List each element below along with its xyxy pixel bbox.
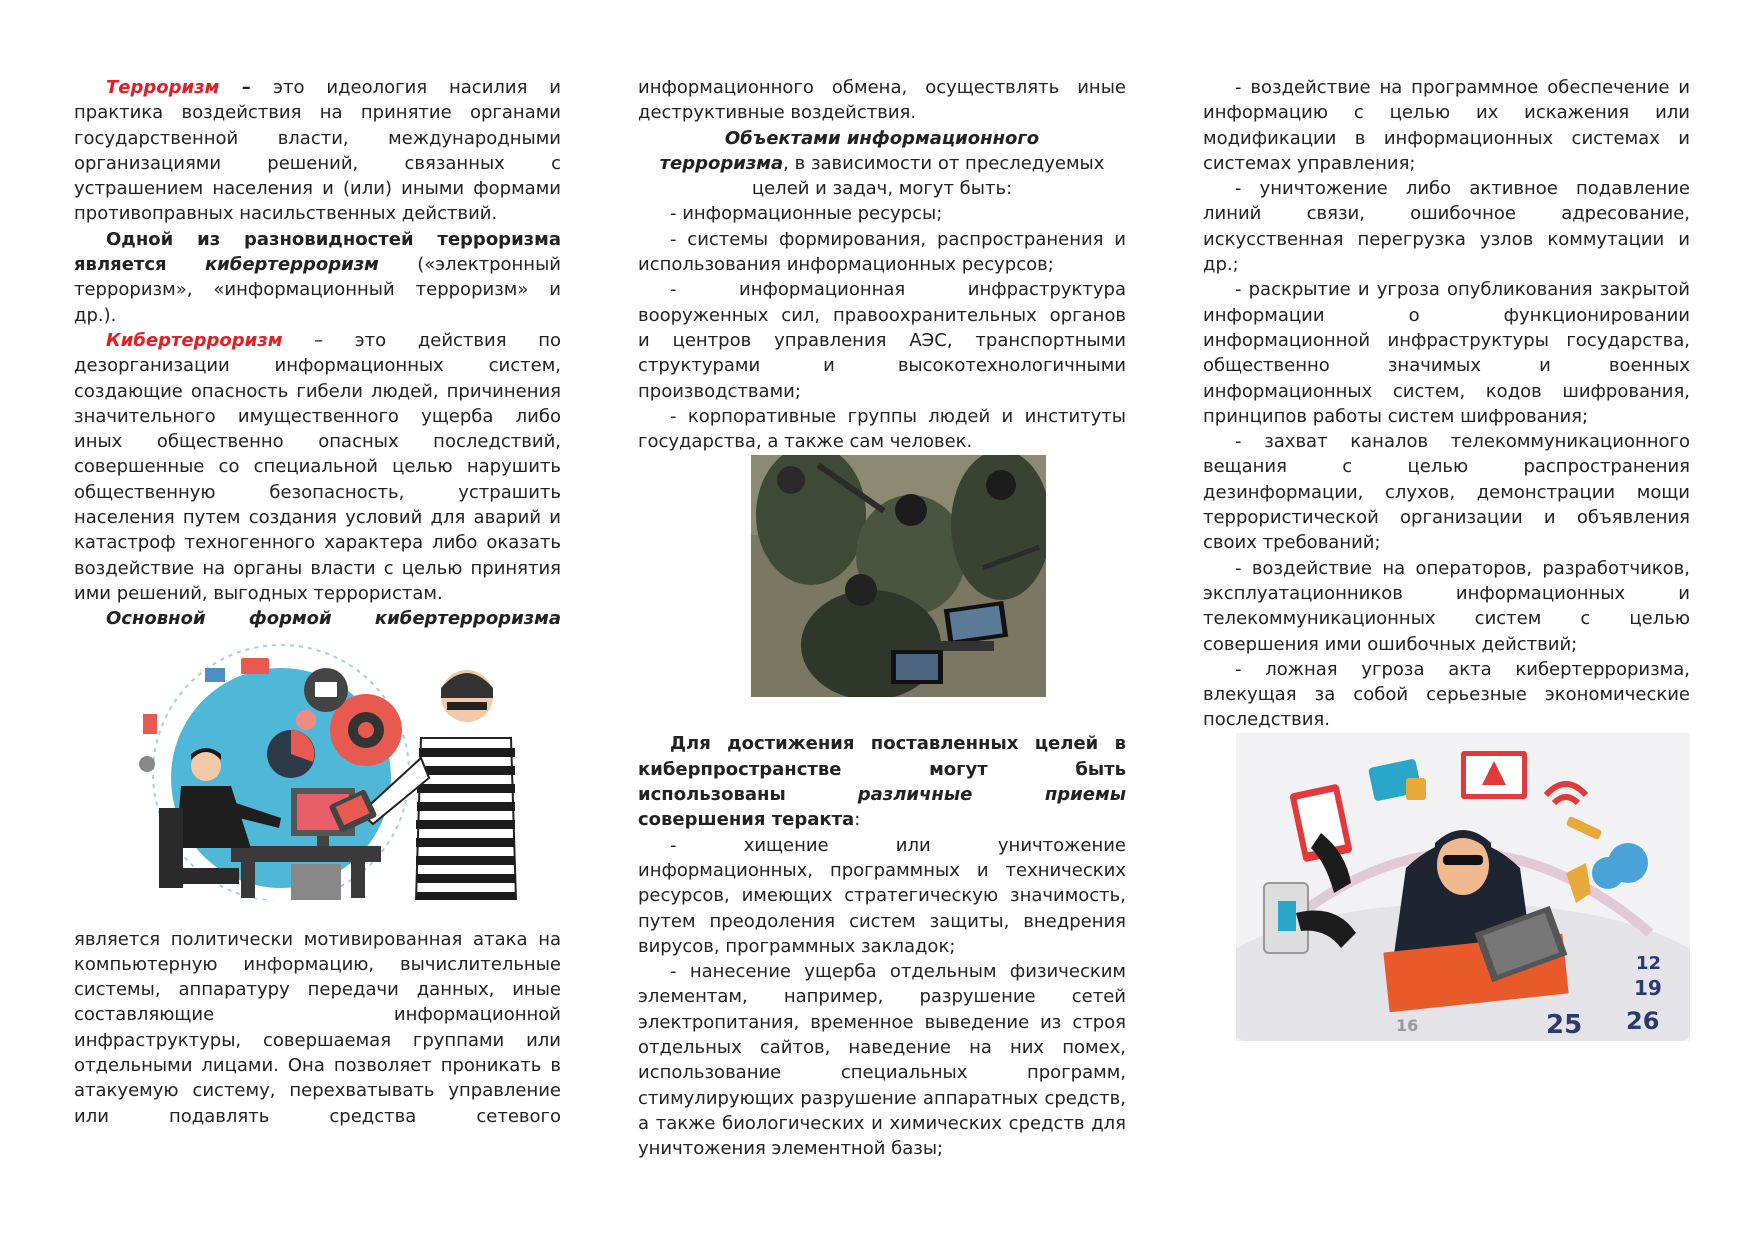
text-line: своих требований;: [1203, 532, 1381, 554]
hacker-illustration: [1236, 733, 1690, 1041]
text-line: практика воздействия на принятие органами: [74, 102, 561, 124]
calendar-number: 25: [1546, 1010, 1583, 1040]
text-bold: совершения теракта: [638, 809, 855, 831]
text-line: стимулирующих разрушение аппаратных средств,: [638, 1087, 1126, 1109]
person-head: [845, 574, 877, 606]
lock-icon: [1406, 778, 1426, 800]
objects-heading-line: [638, 151, 1126, 176]
list-item: - нанесение ущерба отдельным физическим: [670, 961, 1126, 983]
methods-heading: [638, 807, 1126, 832]
calendar-number: 19: [1634, 976, 1662, 1000]
text-line: системы, аппаратуру передачи данных, иные: [74, 979, 561, 1001]
text-line: или подавлять средства сетевого: [74, 1105, 561, 1127]
text-line: электропитания, временное выведение из строя: [638, 1011, 1126, 1033]
calendar-number: 16: [1396, 1016, 1419, 1035]
text-line: это идеология насилия и: [273, 77, 561, 98]
text-line: принципов работы систем шифрования;: [1203, 405, 1589, 427]
text-line: дезорганизации информационных систем,: [74, 355, 561, 377]
text-line: атакуемую систему, перехватывать управление: [74, 1080, 561, 1102]
list-item: - воздействие на программное обеспечение и: [1235, 77, 1690, 98]
text: – это действия по: [314, 329, 561, 351]
text-line: использование специальных программ,: [638, 1062, 1126, 1084]
text-line: целей и задач, могут быть:: [751, 178, 1013, 200]
list-item: - воздействие на операторов, разработчиков,: [1235, 557, 1690, 579]
text-line: путем преодоления систем защиты, внедрения: [638, 910, 1126, 932]
dash: –: [219, 77, 274, 98]
text-line: дезинформации, слухов, демонстрации мощи: [1203, 481, 1690, 503]
methods-heading: Для достижения поставленных целей в: [670, 733, 1126, 755]
text-line: государственной власти, международными: [74, 127, 561, 149]
list-item: - хищение или уничтожение: [670, 834, 1126, 856]
text-bold: использованы: [638, 784, 786, 806]
list-item: - информационные ресурсы;: [670, 203, 943, 225]
cyber-heading-line: [74, 252, 561, 277]
text-line: создающие опасность гибели людей, причинения: [74, 380, 561, 402]
text-line: катастроф техногенного характера либо оказать: [74, 532, 561, 554]
text-line: устрашением населения и (или) иными формами: [74, 178, 561, 200]
term-terrorism: терроризма: [659, 152, 784, 174]
text: («электронный: [417, 254, 561, 276]
text-line: линий связи, ошибочное адресование,: [1203, 203, 1690, 225]
sunglasses-icon: [447, 702, 487, 710]
text-line: вещания с целью распространения: [1203, 456, 1690, 478]
paragraph-cyberterrorism: [74, 328, 561, 353]
text-line: деструктивные воздействия.: [638, 102, 917, 124]
text-line: влекущая за собой серьезные экономические: [1203, 684, 1690, 706]
text-line: системах управления;: [1203, 152, 1416, 174]
text-line: ресурсов, имеющих стратегическую значимость,: [638, 885, 1126, 907]
text-line: терроризм», «информационный терроризм» и: [74, 279, 561, 301]
text-line: иных общественно опасных последствий,: [74, 431, 561, 453]
text-line: др.).: [74, 304, 117, 326]
text: , в зависимости от преследуемых: [783, 152, 1105, 174]
text-line: производствами;: [638, 380, 801, 402]
sunglasses-icon: [1443, 855, 1483, 865]
text-line: информационной инфраструктуры государства,: [1203, 329, 1690, 351]
list-item: - раскрытие и угроза опубликования закрытой: [1235, 279, 1690, 301]
text-line: др.;: [1203, 254, 1239, 276]
text-line: является политически мотивированная атака на: [74, 928, 561, 950]
text-line: совершенные со специальной целью нарушить: [74, 456, 561, 478]
text-line: последствия.: [1203, 709, 1330, 731]
paragraph-terrorism-intro: [74, 75, 561, 100]
text-line: населения путем создания условий для аварий и: [74, 507, 561, 529]
cyber-heading-line: Одной из разновидностей терроризма: [106, 228, 561, 250]
methods-heading: киберпространстве могут быть: [638, 758, 1126, 780]
text-line: а также биологических и химических средств для: [638, 1112, 1126, 1134]
text-line: общественно значимых и военных: [1203, 355, 1690, 377]
text-line: террористической организации и объявления: [1203, 507, 1690, 529]
text-line: ими решений, выгодных террористам.: [74, 582, 443, 604]
list-item: - системы формирования, распространения и: [670, 228, 1126, 250]
cyber-thief-illustration: [111, 638, 563, 900]
term-cyberterrorism: Кибертерроризм: [106, 329, 283, 351]
calendar-number: 26: [1626, 1007, 1660, 1035]
text: :: [854, 809, 861, 831]
text-line: телекоммуникационных систем с целью: [1203, 608, 1690, 630]
main-form-heading: Основной формой кибертерроризма: [106, 608, 561, 630]
text-line: элементам, например, разрушение сетей: [638, 986, 1126, 1008]
text-line: противоправных насильственных действий.: [74, 203, 498, 225]
text-bold: является: [74, 254, 167, 276]
text-line: вирусов, программных закладок;: [638, 935, 956, 957]
text-line: вооруженных сил, правоохранительных органов: [638, 304, 1126, 326]
list-item: - захват каналов телекоммуникационного: [1235, 431, 1690, 453]
text-line: инфраструктуры, совершаемая группами или: [74, 1029, 561, 1051]
list-item: - ложная угроза акта кибертерроризма,: [1235, 658, 1690, 680]
text-bold-italic: различные приемы: [857, 784, 1126, 806]
text-line: составляющие информационной: [74, 1004, 561, 1026]
militants-laptops-photo: [751, 455, 1046, 697]
text-line: общественную безопасность, устрашить: [74, 481, 561, 503]
text-line: использования информационных ресурсов;: [638, 254, 1054, 276]
text-line: информацию с целью их искажения или: [1203, 102, 1690, 124]
text-line: отдельными лицами. Она позволяет проникать в: [74, 1055, 561, 1077]
list-item: - уничтожение либо активное подавление: [1235, 178, 1690, 200]
term-terrorism: Терроризм: [106, 77, 220, 98]
column-3: [1203, 75, 1690, 733]
list-item: - информационная инфраструктура: [670, 279, 1126, 301]
text-line: совершения ими ошибочных действий;: [1203, 633, 1578, 655]
text-line: информации о функционировании: [1203, 304, 1690, 326]
text-line: организациями решений, связанных с: [74, 152, 561, 174]
person-head: [895, 494, 927, 526]
text-line: модификации в информационных системах и: [1203, 127, 1690, 149]
calendar-number: 12: [1636, 953, 1662, 974]
text-line: структурами и высокотехнологичными: [638, 355, 1126, 377]
column-1: [74, 75, 561, 1129]
text-line: эксплуатационников информационных и: [1203, 582, 1690, 604]
text-line: уничтожения элементной базы;: [638, 1138, 944, 1160]
text-line: компьютерную информацию, вычислительные: [74, 953, 561, 975]
text-line: информационных систем, кодов шифрования,: [1203, 380, 1690, 402]
objects-heading: Объектами информационного: [724, 127, 1040, 149]
term-cyberterrorism: кибертерроризм: [204, 254, 379, 276]
text-line: государства, а также сам человек.: [638, 431, 973, 453]
text-line: значительного имущественного ущерба либо: [74, 405, 561, 427]
text-line: информационных, программных и технических: [638, 859, 1126, 881]
text-line: отдельных сайтов, наведение на них помех,: [638, 1037, 1126, 1059]
methods-heading: [638, 782, 1126, 807]
list-item: - корпоративные группы людей и институты: [670, 405, 1126, 427]
card-icon: [241, 658, 269, 674]
text-line: воздействие на органы власти с целью принятия: [74, 557, 561, 579]
text-line: информационного обмена, осуществлять иные: [638, 77, 1126, 98]
text-line: искусственная перегрузка узлов коммутации и: [1203, 228, 1690, 250]
text-line: и центров управления АЭС, транспортными: [638, 329, 1126, 351]
